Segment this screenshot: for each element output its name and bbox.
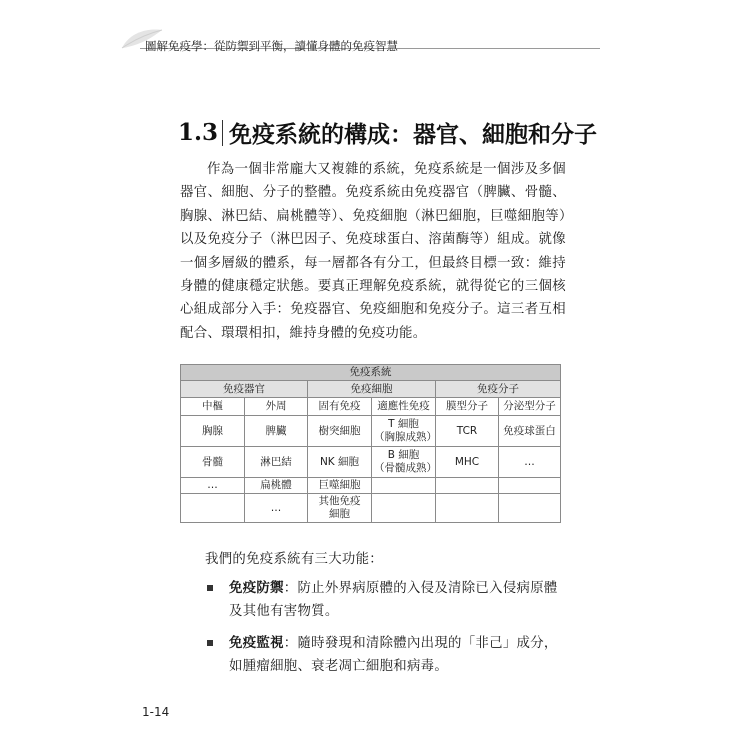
section-divider [222, 120, 223, 146]
subhead-peripheral: 外周 [245, 398, 308, 416]
table-row [181, 494, 561, 523]
immune-system-table [180, 364, 561, 523]
table-cell: 其他免疫 細胞 [308, 494, 372, 523]
section-number: 1.3 [178, 119, 219, 146]
function-desc: ：防止外界病原體的入侵及清除已入侵病原體及其他有害物質。 [229, 581, 558, 619]
group-organs: 免疫器官 [181, 381, 308, 398]
table-cell [499, 494, 561, 523]
table-cell: 脾臟 [245, 416, 308, 447]
subhead-secreted: 分泌型分子 [499, 398, 561, 416]
table-cell: MHC [436, 447, 499, 478]
table-cell: … [181, 478, 245, 494]
functions-lead: 我們的免疫系統有三大功能： [205, 552, 383, 567]
table-title-row [181, 365, 561, 381]
section-title: 免疫系統的構成：器官、細胞和分子 [229, 121, 598, 148]
table-cell [181, 494, 245, 523]
bullet-square-icon [207, 585, 213, 591]
table-cell [499, 478, 561, 494]
table-cell [436, 494, 499, 523]
table-subheader-row [181, 398, 561, 416]
table-cell: 樹突細胞 [308, 416, 372, 447]
group-molecules: 免疫分子 [436, 381, 561, 398]
function-item-defense [207, 577, 567, 623]
function-term: 免疫防禦 [229, 580, 284, 596]
table-cell: 骨髓 [181, 447, 245, 478]
subhead-central: 中樞 [181, 398, 245, 416]
function-desc: ：隨時發現和清除體內出現的「非己」成分，如腫瘤細胞、衰老凋亡細胞和病毒。 [229, 636, 558, 674]
table-cell: B 細胞 （骨髓成熟） [372, 447, 436, 478]
function-text [229, 632, 567, 678]
table-cell [372, 478, 436, 494]
function-term: 免疫監視 [229, 635, 284, 651]
intro-paragraph: 作為一個非常龐大又複雜的系統，免疫系統是一個涉及多個器官、細胞、分子的整體。免疫系統由免疫器官（脾臟、骨髓、胸腺、淋巴結、扁桃體等）、免疫細胞（淋巴細胞，巨噬細胞等）以及免疫分子（淋巴因子、免疫球蛋白、溶菌酶等）組成。就像一個多層級的體系，每一層都各有分工，但最終目標一致：維持身體的健康穩定狀態。要真正理解免疫系統，就得從它的三個核心組成部分入手：免疫器官、免疫細胞和免疫分子。這三者互相配合、環環相扣，維持身體的免疫功能。 [180, 162, 566, 341]
function-item-surveillance [207, 632, 567, 678]
table-cell: 胸腺 [181, 416, 245, 447]
subhead-membrane: 膜型分子 [436, 398, 499, 416]
table-cell: 淋巴結 [245, 447, 308, 478]
table-cell: T 細胞 （胸腺成熟） [372, 416, 436, 447]
subhead-innate: 固有免疫 [308, 398, 372, 416]
group-cells: 免疫細胞 [308, 381, 436, 398]
subhead-adaptive: 適應性免疫 [372, 398, 436, 416]
table-title: 免疫系統 [181, 365, 561, 381]
table-row [181, 416, 561, 447]
page-number: 1-14 [142, 705, 170, 719]
table-row [181, 478, 561, 494]
section-heading [178, 116, 597, 149]
table-cell: … [245, 494, 308, 523]
table-cell [372, 494, 436, 523]
table-cell: 免疫球蛋白 [499, 416, 561, 447]
table-cell: 巨噬細胞 [308, 478, 372, 494]
table-row [181, 447, 561, 478]
table-cell [436, 478, 499, 494]
table-cell: 扁桃體 [245, 478, 308, 494]
table-cell: … [499, 447, 561, 478]
bullet-square-icon [207, 640, 213, 646]
table-cell: TCR [436, 416, 499, 447]
table-group-row [181, 381, 561, 398]
function-text [229, 577, 567, 623]
table-cell: NK 細胞 [308, 447, 372, 478]
running-header: 圖解免疫學：從防禦到平衡，讀懂身體的免疫智慧 [145, 39, 398, 53]
